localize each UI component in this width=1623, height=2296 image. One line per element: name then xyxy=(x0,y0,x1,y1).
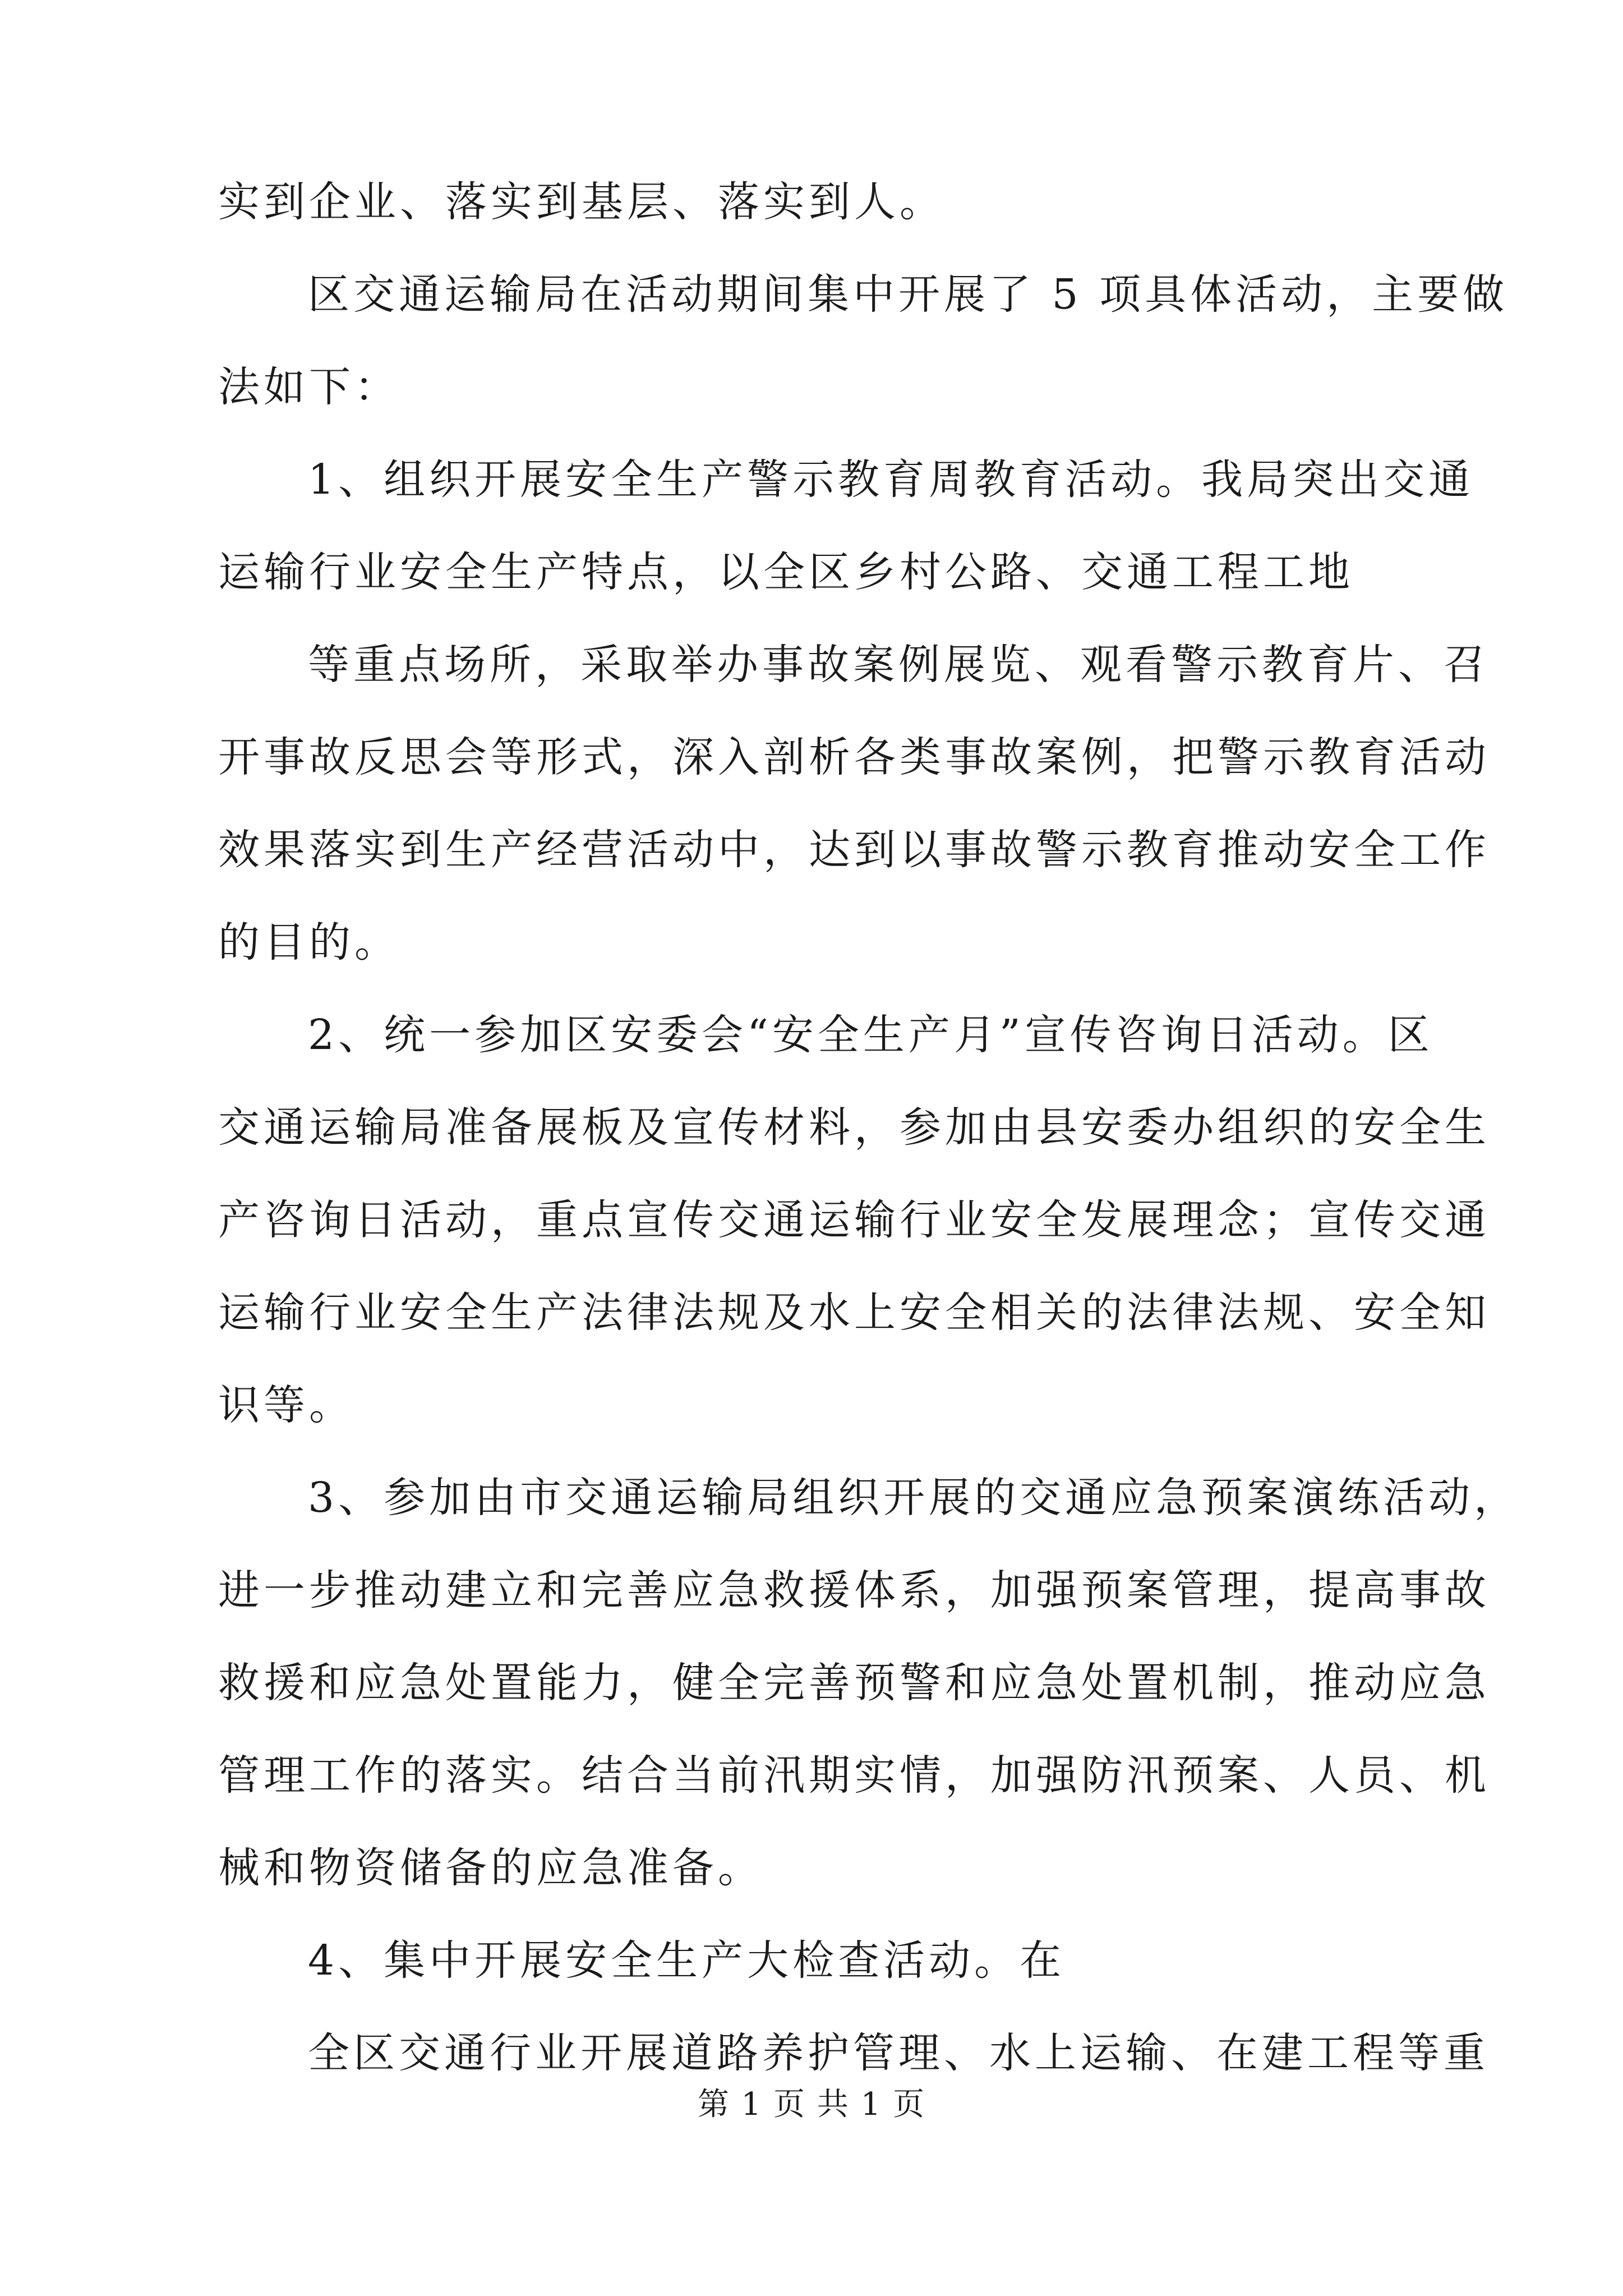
paragraph-line: 运输行业安全生产法律法规及水上安全相关的法律法规、安全知 xyxy=(218,1289,1490,1337)
paragraph-line: 4、集中开展安全生产大检查活动。在 xyxy=(308,1936,1066,1985)
paragraph-line: 救援和应急处置能力，健全完善预警和应急处置机制，推动应急 xyxy=(218,1659,1490,1707)
paragraph-line: 1、组织开展安全生产警示教育周教育活动。我局突出交通 xyxy=(308,455,1474,504)
paragraph-line: 全区交通行业开展道路养护管理、水上运输、在建工程等重 xyxy=(308,2029,1489,2077)
paragraph-line: 运输行业安全生产特点，以全区乡村公路、交通工程工地 xyxy=(218,548,1354,596)
paragraph-line: 区交通运输局在活动期间集中开展了 5 项具体活动，主要做 xyxy=(308,270,1509,319)
paragraph-line: 交通运输局准备展板及宣传材料，参加由县安委办组织的安全生 xyxy=(218,1103,1490,1152)
paragraph-line: 识等。 xyxy=(218,1381,354,1429)
paragraph-line: 法如下： xyxy=(218,363,400,411)
paragraph-line: 实到企业、落实到基层、落实到人。 xyxy=(218,178,945,226)
paragraph-line: 开事故反思会等形式，深入剖析各类事故案例，把警示教育活动 xyxy=(218,733,1490,781)
paragraph-line: 2、统一参加区安委会“安全生产月”宣传咨询日活动。区 xyxy=(308,1011,1433,1059)
paragraph-line: 等重点场所，采取举办事故案例展览、观看警示教育片、召 xyxy=(308,641,1489,689)
paragraph-line: 3、参加由市交通运输局组织开展的交通应急预案演练活动， xyxy=(308,1474,1520,1522)
paragraph-line: 进一步推动建立和完善应急救援体系，加强预案管理，提高事故 xyxy=(218,1566,1490,1614)
paragraph-line: 械和物资储备的应急准备。 xyxy=(218,1844,763,1892)
paragraph-line: 管理工作的落实。结合当前汛期实情，加强防汛预案、人员、机 xyxy=(218,1751,1490,1800)
paragraph-line: 效果落实到生产经营活动中，达到以事故警示教育推动安全工作 xyxy=(218,826,1490,874)
paragraph-line: 产咨询日活动，重点宣传交通运输行业安全发展理念；宣传交通 xyxy=(218,1196,1490,1244)
page-number-footer: 第 1 页 共 1 页 xyxy=(697,2086,926,2123)
paragraph-line: 的目的。 xyxy=(218,918,400,967)
